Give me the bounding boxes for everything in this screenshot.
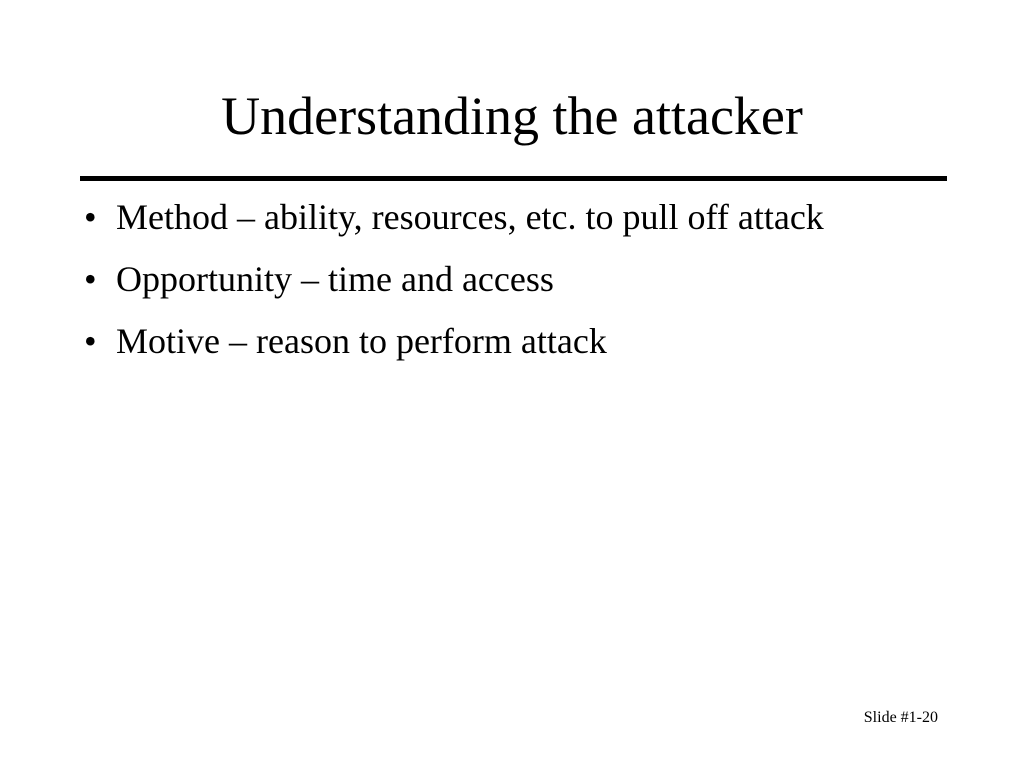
bullet-item-opportunity — [80, 254, 920, 304]
bullet-marker: • — [84, 197, 97, 237]
bullet-item-method — [80, 192, 920, 242]
bullet-text: Motive – reason to perform attack — [116, 321, 607, 361]
bullet-item-motive — [80, 316, 920, 366]
bullet-marker: • — [84, 259, 97, 299]
title-underline-rule — [80, 176, 947, 181]
bullet-text: Opportunity – time and access — [116, 259, 554, 299]
bullet-list — [80, 192, 920, 378]
bullet-marker: • — [84, 321, 97, 361]
slide-number: Slide #1-20 — [863, 709, 938, 726]
slide-title: Understanding the attacker — [221, 86, 803, 146]
bullet-text: Method – ability, resources, etc. to pull off attack — [116, 197, 824, 237]
